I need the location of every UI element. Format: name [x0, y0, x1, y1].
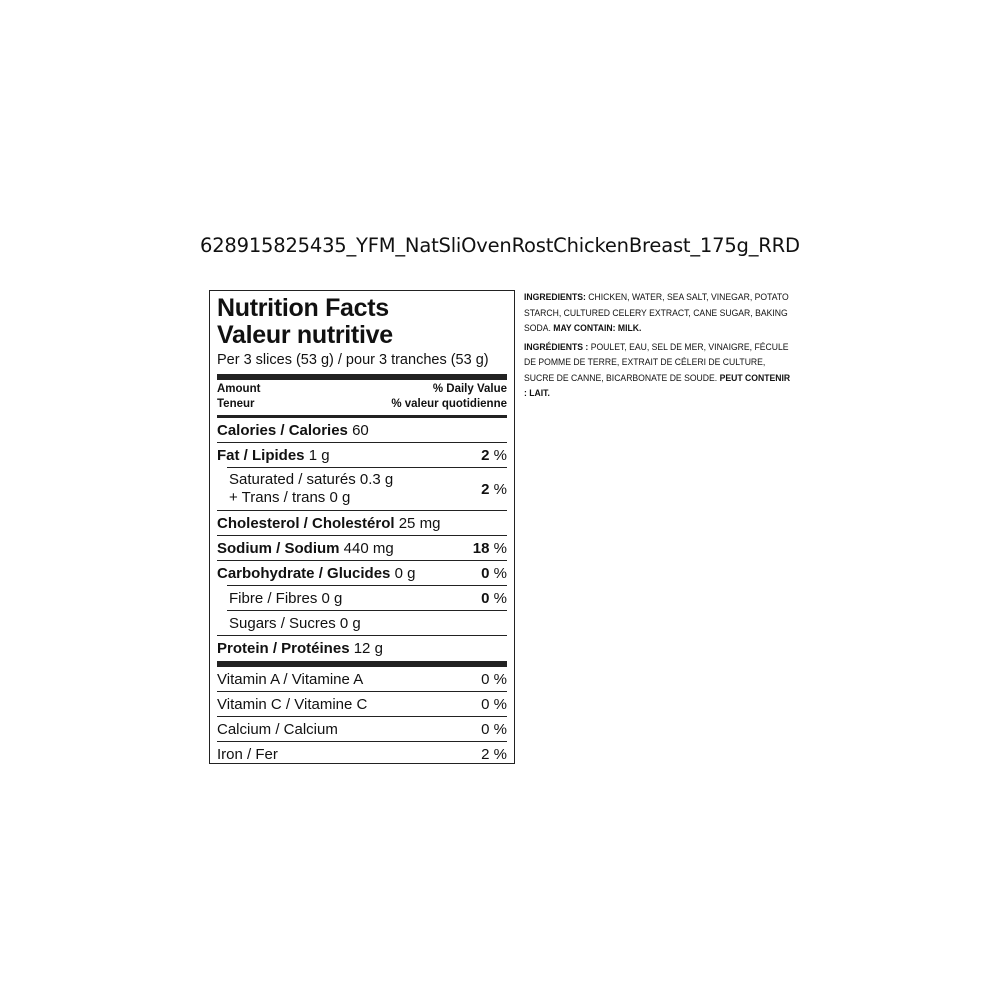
nutrition-title-fr: Valeur nutritive: [217, 321, 393, 349]
pct-unit: %: [489, 446, 507, 464]
serving-size: Per 3 slices (53 g) / pour 3 tranches (53 g): [217, 352, 489, 368]
carbohydrate-pct: 0: [481, 564, 490, 582]
carbohydrate-row: [217, 561, 507, 585]
ingredients-block: [524, 290, 794, 405]
protein-value: 12 g: [353, 639, 383, 657]
calories-label: Calories / Calories: [217, 421, 348, 439]
ingredients-en-label: INGREDIENTS:: [524, 292, 586, 303]
vitamin-row: [217, 692, 507, 716]
sodium-label: Sodium / Sodium: [217, 539, 340, 557]
vitamin-pct: 0 %: [481, 720, 507, 738]
sugars-row: [217, 611, 507, 635]
column-header: [217, 380, 507, 415]
ingredients-fr: [524, 340, 794, 402]
ingredients-fr-may-contain: PEUT CONTENIR : LAIT.: [524, 372, 791, 399]
pct-unit: %: [489, 564, 507, 582]
vitamin-label: Vitamin A / Vitamine A: [217, 670, 364, 688]
vitamin-label: Calcium / Calcium: [217, 720, 338, 738]
calories-row: [217, 418, 507, 442]
ingredients-en: [524, 290, 794, 337]
protein-row: [217, 636, 507, 660]
file-title: 628915825435_YFM_NatSliOvenRostChickenBreast_175g_RRD: [200, 234, 800, 257]
vitamin-label: Vitamin C / Vitamine C: [217, 695, 368, 713]
vitamin-row: [217, 667, 507, 691]
fibre-pct: 0: [481, 589, 490, 607]
pct-unit: %: [489, 539, 507, 557]
ingredients-en-may-contain: MAY CONTAIN: MILK.: [553, 323, 642, 334]
sodium-row: [217, 536, 507, 560]
nutrition-title-en: Nutrition Facts: [217, 294, 389, 322]
daily-value-label-en: % Daily Value: [432, 383, 507, 395]
vitamin-label: Iron / Fer: [217, 745, 278, 763]
daily-value-label-fr: % valeur quotidienne: [391, 397, 507, 410]
protein-label: Protein / Protéines: [217, 639, 350, 657]
saturated-pct: 2: [481, 480, 490, 498]
vitamin-row: [217, 717, 507, 741]
vitamin-pct: 0 %: [481, 695, 507, 713]
trans-label: + Trans / trans 0 g: [229, 489, 351, 506]
sodium-value: 440 mg: [343, 539, 394, 557]
ingredients-fr-text: POULET, EAU, SEL DE MER, VINAIGRE, FÉCULE DE POMME DE TERRE, EXTRAIT DE CÉLERI DE CULTURE, SUCRE DE CANNE, BICARBONATE DE SOUDE.: [524, 341, 789, 384]
nutrition-facts-table: [209, 290, 515, 764]
amount-label-fr: Teneur: [217, 397, 255, 410]
fat-value: 1 g: [308, 446, 330, 464]
fibre-label: Fibre / Fibres 0 g: [229, 589, 343, 607]
carbohydrate-value: 0 g: [394, 564, 416, 582]
sugars-label: Sugars / Sucres 0 g: [229, 614, 361, 632]
fat-label: Fat / Lipides: [217, 446, 305, 464]
amount-label-en: Amount: [217, 383, 261, 395]
vitamin-pct: 0 %: [481, 670, 507, 688]
pct-unit: %: [489, 480, 507, 498]
carbohydrate-label: Carbohydrate / Glucides: [217, 564, 391, 582]
calories-value: 60: [352, 421, 369, 439]
fibre-row: [217, 586, 507, 610]
cholesterol-label: Cholesterol / Cholestérol: [217, 514, 395, 532]
vitamin-pct: 2 %: [481, 745, 507, 763]
cholesterol-value: 25 mg: [398, 514, 441, 532]
vitamin-row: [217, 742, 507, 766]
sodium-pct: 18: [472, 539, 490, 557]
saturated-label: Saturated / saturés 0.3 g: [229, 471, 394, 488]
ingredients-fr-label: INGRÉDIENTS :: [524, 341, 589, 353]
saturated-row: [217, 468, 507, 510]
ingredients-en-text: CHICKEN, WATER, SEA SALT, VINEGAR, POTATO STARCH, CULTURED CELERY EXTRACT, CANE SUGAR, BAKING SODA.: [524, 292, 789, 334]
pct-unit: %: [489, 589, 507, 607]
fat-pct: 2: [481, 446, 490, 464]
cholesterol-row: [217, 511, 507, 535]
fat-row: [217, 443, 507, 467]
